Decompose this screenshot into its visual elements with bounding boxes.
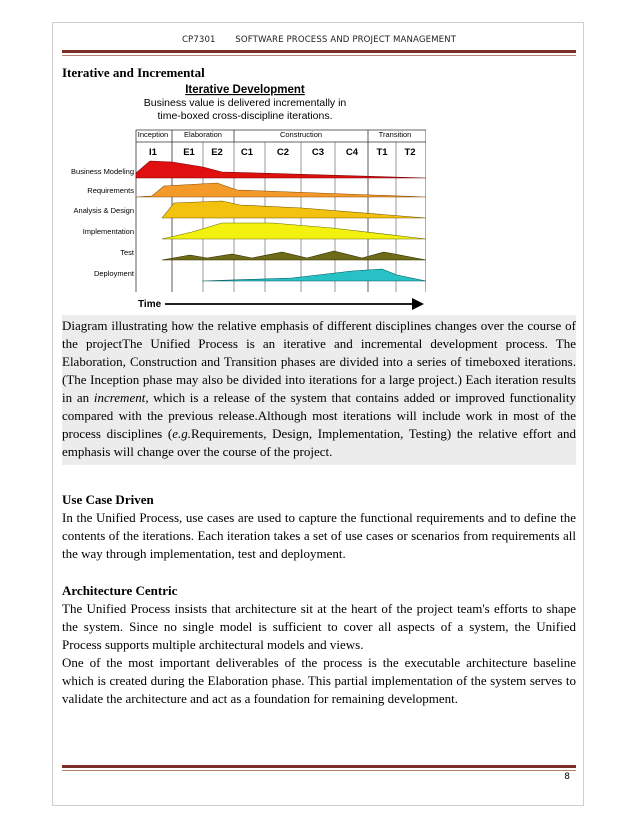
use-case-text: In the Unified Process, use cases are used to capture the functional requirements and to define the contents of the iterations. Each iteration takes a set of use cases or scenarios from requirements all the way through implementation, test and deployment. xyxy=(62,510,576,561)
discipline-test: Test xyxy=(120,248,134,257)
time-arrow-head xyxy=(412,298,424,310)
use-case-section xyxy=(62,491,576,563)
discipline-deployment: Deployment xyxy=(93,269,134,278)
architecture-section xyxy=(62,582,576,708)
time-label: Time xyxy=(138,299,162,310)
diagram-subtitle-2: time-boxed cross-discipline iterations. xyxy=(157,110,333,122)
discipline-business-modeling: Business Modeling xyxy=(71,167,134,176)
iteration-i1: I1 xyxy=(149,147,157,158)
header-rule-thin xyxy=(62,55,576,56)
page-number: 8 xyxy=(564,772,570,782)
iterative-development-diagram xyxy=(62,82,426,314)
iteration-c1: C1 xyxy=(240,147,254,158)
requirements-area xyxy=(136,183,426,197)
footer-rule-thin xyxy=(62,770,576,771)
diagram-title: Iterative Development xyxy=(185,84,305,96)
discipline-requirements: Requirements xyxy=(87,186,134,195)
section-heading-use-case: Use Case Driven xyxy=(62,492,154,507)
header-rule xyxy=(62,50,576,53)
footer-rule xyxy=(62,765,576,768)
test-area xyxy=(162,251,426,260)
implementation-area xyxy=(162,223,426,239)
deployment-area xyxy=(202,269,426,281)
iteration-c2: C2 xyxy=(276,147,290,158)
iteration-e1: E1 xyxy=(183,147,195,158)
architecture-text-2: One of the most important deliverables of the process is the executable architecture baseline which is created during the Elaboration phase. This partial implementation of the system serves to validate the architecture and act as a foundation for remaining development. xyxy=(62,655,576,706)
phase-construction: Construction xyxy=(279,130,323,139)
phase-inception: Inception xyxy=(137,130,169,139)
iteration-t2: T2 xyxy=(404,147,416,158)
iteration-c4: C4 xyxy=(345,147,359,158)
phase-elaboration: Elaboration xyxy=(184,130,222,139)
phase-transition: Transition xyxy=(378,130,412,139)
architecture-text-1: The Unified Process insists that architecture sit at the heart of the project team's efforts to shape the system. Since no single model is sufficient to cover all aspects of a system, the Unified Process supports multiple architectural models and views. xyxy=(62,601,576,652)
section-heading-architecture: Architecture Centric xyxy=(62,583,178,598)
diagram-subtitle-1: Business value is delivered incrementally in xyxy=(143,97,347,109)
business-modeling-area xyxy=(136,161,426,178)
analysis-design-area xyxy=(162,201,426,218)
iteration-e2: E2 xyxy=(211,147,223,158)
diagram-caption: Diagram illustrating how the relative emphasis of different disciplines changes over the course of the projectThe Unified Process is an iterative and incremental development process. The Elaboration, Construction and Transition phases are divided into a series of timeboxed iterations. (The Inception phase may also be divided into iterations for a large project.) Each iteration results in an increment, which is a release of the system that contains added or improved functionality compared with the previous release.Although most iterations will include work in most of the process disciplines (e.g.Requirements, Design, Implementation, Testing) the relative effort and emphasis will change over the course of the project. xyxy=(62,315,576,465)
course-code: CP7301 xyxy=(181,35,216,45)
iteration-c3: C3 xyxy=(311,147,325,158)
running-header xyxy=(0,35,638,45)
section-heading-iterative: Iterative and Incremental xyxy=(62,65,205,80)
discipline-implementation: Implementation xyxy=(82,227,134,236)
discipline-analysis-design: Analysis & Design xyxy=(73,206,134,215)
course-title: SOFTWARE PROCESS AND PROJECT MANAGEMENT xyxy=(235,35,457,45)
iteration-t1: T1 xyxy=(376,147,388,158)
